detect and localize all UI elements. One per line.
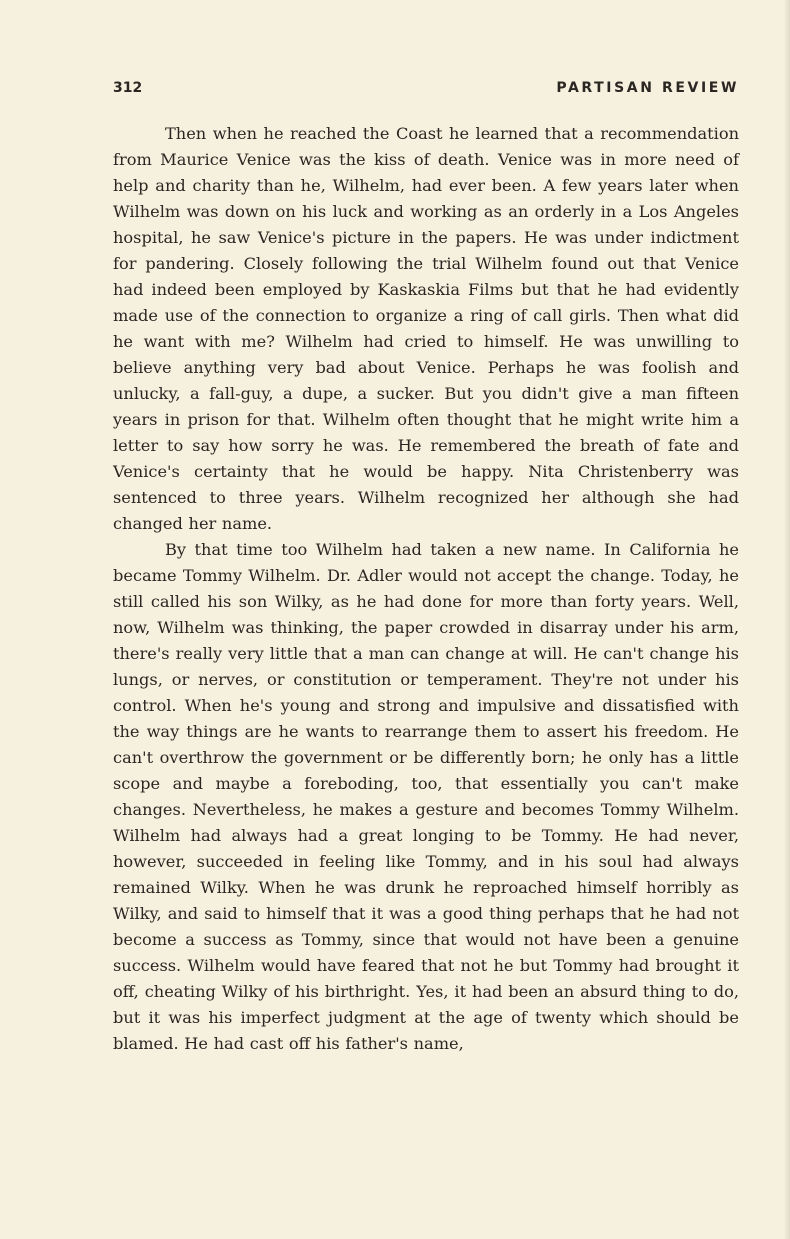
paragraph: Then when he reached the Coast he learned that a recommendation from Maurice Venice was the kiss of death. Venice was in more need of help and charity than he, Wilhelm, had ever been. A few years later when Wilhelm was down on his luck and working as an orderly in a Los Angeles hospital, he saw Venice's picture in the papers. He was under indictment for pandering. Closely following the trial Wilhelm found out that Venice had indeed been employed by Kaskaskia Films but that he had evidently made use of the connection to organize a ring of call girls. Then what did he want with me? Wilhelm had cried to himself. He was unwilling to believe anything very bad about Venice. Perhaps he was foolish and unlucky, a fall-guy, a dupe, a sucker. But you didn't give a man fifteen years in prison for that. Wilhelm often thought that he might write him a letter to say how sorry he was. He remembered the breath of fate and Venice's certainty that he would be happy. Nita Christenberry was sentenced to three years. Wilhelm recognized her although she had changed her name. [113,124,739,533]
running-head: PARTISAN REVIEW [556,80,739,96]
body-text [113,121,739,1057]
paragraph: By that time too Wilhelm had taken a new name. In California he became Tommy Wilhelm. Dr. Adler would not accept the change. Today, he still called his son Wilky, as he had done for more than forty years. Well, now, Wilhelm was thinking, the paper crowded in disarray under his arm, there's really very little that a man can change at will. He can't change his lungs, or nerves, or constitution or temperament. They're not under his control. When he's young and strong and impulsive and dissatisfied with the way things are he wants to rearrange them to assert his freedom. He can't overthrow the government or be differently born; he only has a little scope and maybe a foreboding, too, that essentially you can't make changes. Nevertheless, he makes a gesture and becomes Tommy Wilhelm. Wilhelm had always had a great longing to be Tommy. He had never, however, succeeded in feeling like Tommy, and in his soul had always remained Wilky. When he was drunk he reproached himself horribly as Wilky, and said to himself that it was a good thing perhaps that he had not become a success as Tommy, since that would not have been a genuine success. Wilhelm would have feared that not he but Tommy had brought it off, cheating Wilky of his birthright. Yes, it had been an absurd thing to do, but it was his imperfect judgment at the age of twenty which should be blamed. He had cast off his father's name, [113,540,739,1053]
page-header [113,78,739,100]
page-number: 312 [113,80,143,96]
page-edge-shadow [784,0,790,1239]
